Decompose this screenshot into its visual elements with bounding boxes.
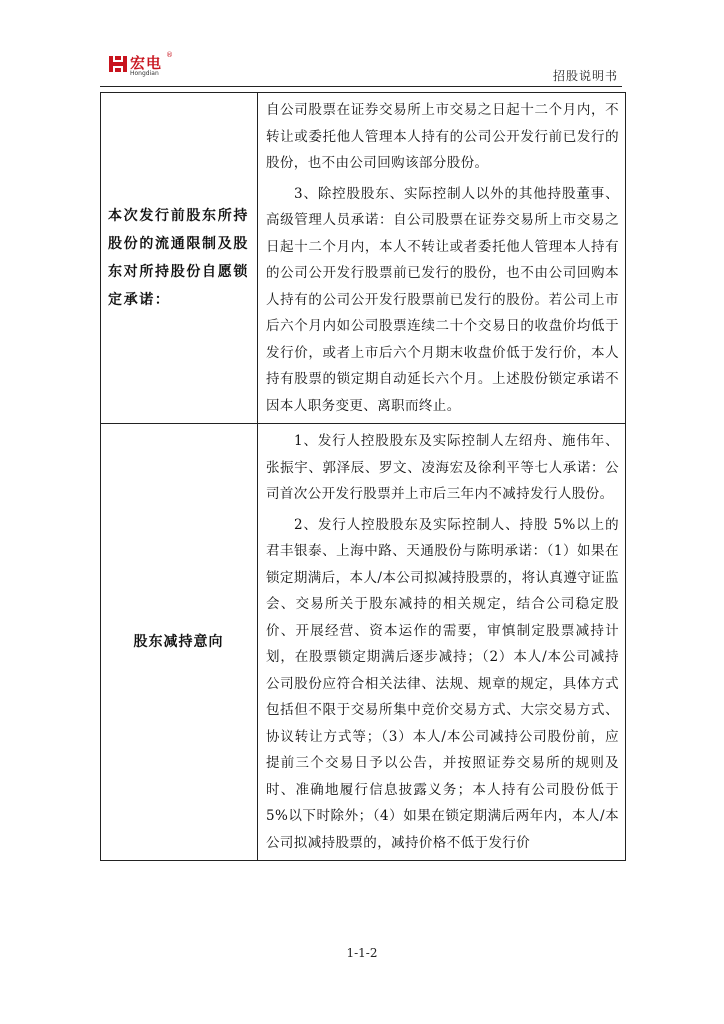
page-header: [100, 48, 622, 88]
table-row: [101, 424, 626, 861]
row-content-cell: [258, 93, 626, 424]
logo-chinese-text: 宏电: [130, 54, 163, 72]
logo-registered-mark: ®: [166, 51, 173, 59]
paragraph: 3、除控股股东、实际控制人以外的其他持股董事、高级管理人员承诺：自公司股票在证券交易所上市交易之日起十二个月内，本人不转让或者委托他人管理本人持有的公司公开发行股票前已发行的股份，也不由公司回购本人持有的公司公开发行股票前已发行的股份。若公司上市后六个月内如公司股票连续二十个交易日的收盘价均低于发行价，或者上市后六个月期末收盘价低于发行价，本人持有股票的锁定期自动延长六个月。上述股份锁定承诺不因本人职务变更、离职而终止。: [266, 185, 619, 414]
logo-english-text: Hongdian: [130, 70, 159, 77]
commitment-table: [100, 92, 626, 861]
row-content-cell: [258, 424, 626, 861]
page-number: 1-1-2: [346, 946, 378, 960]
paragraph: 2、发行人控股股东及实际控制人、持股 5%以上的君丰银泰、上海中路、天通股份与陈明承诺：（1）如果在锁定期满后，本人/本公司拟减持股票的，将认真遵守证监会、交易所关于股东减持的相关规定，结合公司稳定股价、开展经营、资本运作的需要，审慎制定股票减持计划，在股票锁定期满后逐步减持；（2）本人/本公司减持公司股份应符合相关法律、法规、规章的规定，具体方式包括但不限于交易所集中竞价交易方式、大宗交易方式、协议转让方式等；（3）本人/本公司减持公司股份前，应提前三个交易日予以公告，并按照证券交易所的规则及时、准确地履行信息披露义务；本人持有公司股份低于 5%以下时除外；（4）如果在锁定期满后两年内，本人/本公司拟减持股票的，减持价格不低于发行价: [266, 516, 619, 851]
document-type: 招股说明书: [552, 69, 618, 83]
paragraph: 自公司股票在证券交易所上市交易之日起十二个月内，不转让或委托他人管理本人持有的公司公开发行前已发行的股份，也不由公司回购该部分股份。: [266, 102, 619, 171]
row-label-cell: [101, 93, 258, 424]
header-divider: [100, 86, 622, 87]
table-row: [101, 93, 626, 424]
row-label-cell: [101, 424, 258, 861]
company-logo: [108, 53, 178, 81]
row-label: 股东减持意向: [133, 634, 224, 650]
row-label: 本次发行前股东所持股份的流通限制及股东对所持股份自愿锁定承诺：: [108, 208, 249, 308]
hongdian-logo-icon: [108, 54, 128, 74]
paragraph: 1、发行人控股股东及实际控制人左绍舟、施伟年、张振宇、郭泽辰、罗文、凌海宏及徐利平等七人承诺：公司首次公开发行股票并上市后三年内不减持发行人股份。: [266, 433, 619, 502]
